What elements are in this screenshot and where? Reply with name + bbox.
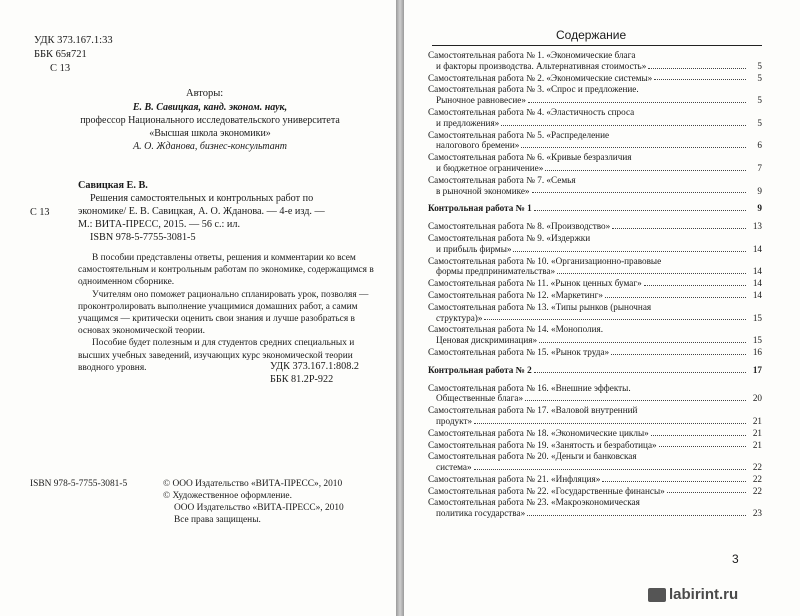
leader-dots xyxy=(602,481,746,482)
toc-entry xyxy=(428,233,762,255)
leader-dots xyxy=(611,354,746,355)
toc-section-1: Контрольная работа № 1 9 xyxy=(428,203,762,214)
toc-page-number: 9 xyxy=(757,185,762,196)
toc-entry-title: Самостоятельная работа № 22. «Государственные финансы» xyxy=(428,485,665,496)
toc-entry xyxy=(428,84,762,106)
toc-page-number: 20 xyxy=(752,393,762,404)
leader-dots xyxy=(539,342,746,343)
toc-entry-title: Самостоятельная работа № 6. «Кривые безразличия xyxy=(428,152,632,163)
catalog-line-1: Решения самостоятельных и контрольных работ по xyxy=(90,193,314,204)
leader-dots xyxy=(644,285,746,286)
toc-entry-title: Самостоятельная работа № 7. «Семья xyxy=(428,174,576,185)
author-2: А. О. Жданова, бизнес-консультант xyxy=(133,141,287,152)
toc-top-rule xyxy=(432,45,762,46)
leader-dots xyxy=(528,102,746,103)
toc-entry-title: Самостоятельная работа № 10. «Организационно-правовые xyxy=(428,255,662,266)
toc-entry-title-cont: и бюджетное ограничение» xyxy=(436,162,544,173)
annotation xyxy=(78,252,374,374)
toc-entry-title: Самостоятельная работа № 21. «Инфляция» xyxy=(428,473,601,484)
catalog-line-2: экономике/ Е. В. Савицкая, А. О. Жданова. — 4-е изд. — xyxy=(78,206,325,217)
leader-dots xyxy=(525,400,746,401)
leader-dots xyxy=(474,469,746,470)
toc-entry-title-cont: формы предпринимательства» xyxy=(436,266,556,277)
toc-entry-title: Самостоятельная работа № 8. «Производство» xyxy=(428,221,611,232)
toc-entry xyxy=(428,256,762,278)
toc-entry xyxy=(428,347,762,358)
toc-entry xyxy=(428,152,762,174)
udk-code-2: УДК 373.167.1:808.2 xyxy=(270,361,359,372)
toc-page-number: 14 xyxy=(752,278,762,289)
toc-entry-title-cont: система» xyxy=(436,462,472,473)
toc-entry xyxy=(428,383,762,405)
leader-dots xyxy=(545,170,746,171)
toc-page-number: 21 xyxy=(752,427,762,438)
book-spine xyxy=(396,0,404,616)
toc-entry-title: Самостоятельная работа № 23. «Макроэкономическая xyxy=(428,497,640,508)
copyright-1: © ООО Издательство «ВИТА-ПРЕСС», 2010 xyxy=(163,479,343,489)
toc-page-number: 15 xyxy=(752,312,762,323)
toc-entry-title: Самостоятельная работа № 17. «Валовой внутренний xyxy=(428,405,638,416)
toc-entry xyxy=(428,486,762,497)
toc-page-number: 5 xyxy=(757,72,762,83)
leader-dots xyxy=(484,319,746,320)
udk-code: УДК 373.167.1:33 xyxy=(34,35,113,46)
toc-entry-title: Самостоятельная работа № 16. «Внешние эффекты. xyxy=(428,382,631,393)
bbk-code-2: ББК 81.2Р-922 xyxy=(270,374,334,385)
toc-page-number: 16 xyxy=(752,346,762,357)
leader-dots xyxy=(651,435,746,436)
toc-entry xyxy=(428,428,762,439)
toc-page-number: 14 xyxy=(752,266,762,277)
leader-dots xyxy=(501,125,746,126)
toc-entry-title: Самостоятельная работа № 19. «Занятость и безработица» xyxy=(428,439,657,450)
toc-page-number: 13 xyxy=(752,221,762,232)
toc-page-number: 15 xyxy=(752,335,762,346)
authors-block xyxy=(60,101,360,153)
toc-entry xyxy=(428,175,762,197)
toc-page-number: 7 xyxy=(757,162,762,173)
copyright-3: ООО Издательство «ВИТА-ПРЕСС», 2010 xyxy=(174,503,344,513)
annotation-para-3: Пособие будет полезным и для студентов средних специальных и высших учебных заведений, изучающих курс экономической теории вводного уровня. xyxy=(78,338,355,373)
author-1-university: «Высшая школа экономики» xyxy=(149,128,271,139)
toc-page-number: 22 xyxy=(752,485,762,496)
toc-page-number: 5 xyxy=(757,117,762,128)
author-1: Е. В. Савицкая, канд. эконом. наук, xyxy=(132,102,288,113)
toc-entry-title-cont: и факторы производства. Альтернативная стоимость» xyxy=(436,60,647,71)
toc-title: Содержание xyxy=(556,28,627,42)
toc-entry-title-cont: в рыночной экономике» xyxy=(436,185,530,196)
toc-page-number: 14 xyxy=(752,243,762,254)
toc-entry-title: Самостоятельная работа № 4. «Эластичность спроса xyxy=(428,106,635,117)
leader-dots xyxy=(659,446,746,447)
leader-dots xyxy=(474,423,746,424)
toc-entry-title-cont: и предложения» xyxy=(436,117,500,128)
toc-entry-title: Самостоятельная работа № 1. «Экономические блага xyxy=(428,50,636,60)
toc-entry-title-cont: продукт» xyxy=(436,415,473,426)
watermark-logo: labirint.ru xyxy=(648,586,738,603)
toc-page-number: 5 xyxy=(757,60,762,71)
toc-entry-title: Самостоятельная работа № 5. «Распределение xyxy=(428,129,610,140)
leader-dots xyxy=(557,273,746,274)
toc-entry-title-cont: Ценовая дискриминация» xyxy=(436,335,538,346)
leader-dots xyxy=(513,251,746,252)
toc-entry xyxy=(428,221,762,232)
toc-entry xyxy=(428,440,762,451)
toc-entry xyxy=(428,50,762,72)
toc-entry-title-cont: налогового бремени» xyxy=(436,140,520,151)
toc-entry xyxy=(428,107,762,129)
toc-entry-title: Самостоятельная работа № 12. «Маркетинг» xyxy=(428,289,603,300)
toc-entry-title: Самостоятельная работа № 14. «Монополия. xyxy=(428,324,604,335)
toc-entry xyxy=(428,474,762,485)
toc-entry xyxy=(428,405,762,427)
toc-page-number: 21 xyxy=(752,439,762,450)
leader-dots xyxy=(527,515,746,516)
left-page xyxy=(0,0,396,616)
author-1-affiliation: профессор Национального исследовательского университета xyxy=(80,115,340,126)
toc-page-number: 22 xyxy=(752,473,762,484)
right-page xyxy=(404,0,800,616)
toc-entry xyxy=(428,302,762,324)
toc-entry-title-cont: и прибыль фирмы» xyxy=(436,243,512,254)
toc-entry xyxy=(428,278,762,289)
page-number: 3 xyxy=(732,552,739,566)
toc-entry-title: Самостоятельная работа № 3. «Спрос и предложение. xyxy=(428,84,639,95)
toc-page-number: 5 xyxy=(757,95,762,106)
annotation-para-2: Учителям оно поможет рационально спланировать урок, позволяя — проконтролировать выполнение учащимися домашних работ, а самим учащимся — критически оценить свои знания и лучше разобраться в основах экономической теории. xyxy=(78,289,369,337)
toc-section-2: Контрольная работа № 2 17 xyxy=(428,364,762,375)
toc-entry-title: Самостоятельная работа № 13. «Типы рынков (рыночная xyxy=(428,301,652,312)
table-of-contents xyxy=(428,50,762,520)
author-mark: С 13 xyxy=(50,63,71,74)
leader-dots xyxy=(654,79,746,80)
toc-entry-title-cont: Общественные блага» xyxy=(436,393,524,404)
toc-entry-title-cont: политика государства» xyxy=(436,508,526,519)
toc-page-number: 21 xyxy=(752,415,762,426)
toc-entry xyxy=(428,324,762,346)
toc-page-number: 22 xyxy=(752,462,762,473)
catalog-mark: С 13 xyxy=(30,207,50,218)
leader-dots xyxy=(612,228,746,229)
leader-dots xyxy=(648,68,746,69)
toc-entry-title: Самостоятельная работа № 20. «Деньги и банковская xyxy=(428,451,637,462)
toc-entry-title: Самостоятельная работа № 18. «Экономические циклы» xyxy=(428,427,649,438)
catalog-author: Савицкая Е. В. xyxy=(78,180,148,191)
authors-label: Авторы: xyxy=(186,88,224,99)
toc-entry-title: Самостоятельная работа № 15. «Рынок труда» xyxy=(428,346,610,357)
annotation-para-1: В пособии представлены ответы, решения и комментарии ко всем самостоятельным и контрольным работам по экономике, содержащимся в одноименном сборнике. xyxy=(78,253,374,288)
toc-entry-title: Самостоятельная работа № 11. «Рынок ценных бумаг» xyxy=(428,278,642,289)
toc-entry xyxy=(428,497,762,519)
leader-dots xyxy=(521,147,746,148)
toc-entry xyxy=(428,130,762,152)
leader-dots xyxy=(605,297,746,298)
toc-entry-title: Самостоятельная работа № 2. «Экономические системы» xyxy=(428,72,653,83)
toc-entry-title: Самостоятельная работа № 9. «Издержки xyxy=(428,232,591,243)
leader-dots xyxy=(532,192,746,193)
rights-reserved: Все права защищены. xyxy=(174,515,261,525)
toc-entry-title-cont: структура)» xyxy=(436,312,483,323)
toc-entry-title-cont: Рыночное равновесие» xyxy=(436,95,526,106)
leader-dots xyxy=(667,492,746,493)
toc-page-number: 14 xyxy=(752,289,762,300)
toc-entry xyxy=(428,73,762,84)
toc-entry xyxy=(428,451,762,473)
watermark-icon xyxy=(648,588,666,602)
isbn-bottom: ISBN 978-5-7755-3081-5 xyxy=(30,479,128,489)
copyright-2: © Художественное оформление. xyxy=(163,491,292,501)
toc-entry xyxy=(428,290,762,301)
catalog-line-3: М.: ВИТА-ПРЕСС, 2015. — 56 с.: ил. xyxy=(78,219,240,230)
catalog-isbn: ISBN 978-5-7755-3081-5 xyxy=(90,232,196,243)
toc-page-number: 23 xyxy=(752,508,762,519)
toc-page-number: 6 xyxy=(757,140,762,151)
bbk-code: ББК 65я721 xyxy=(34,49,87,60)
